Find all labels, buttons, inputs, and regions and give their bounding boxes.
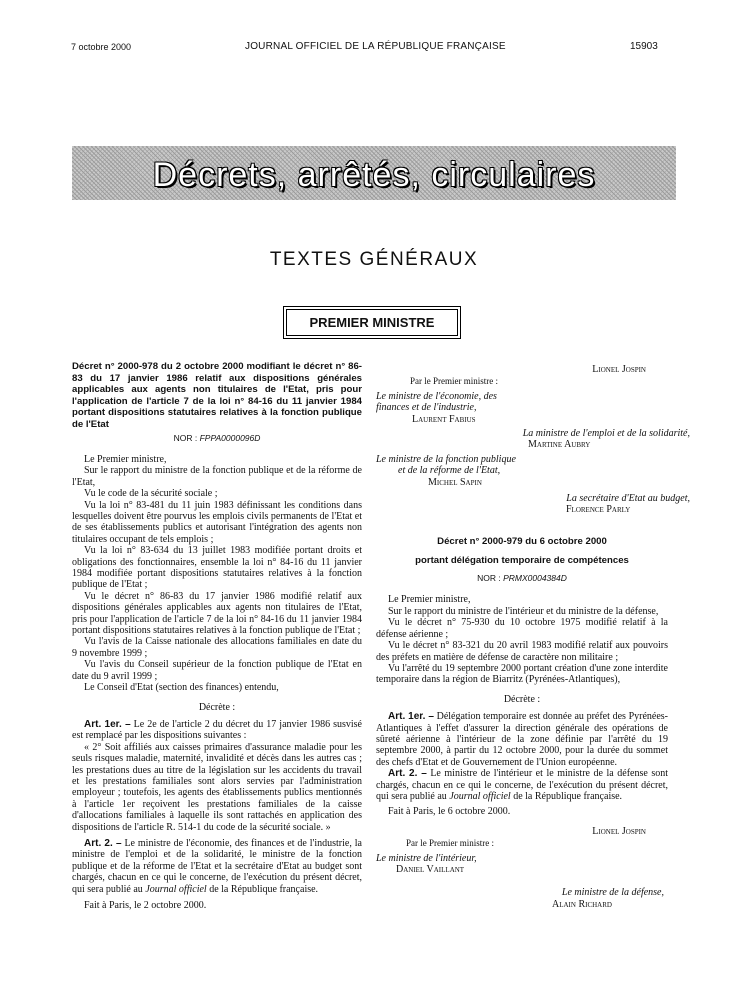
- preamble-line: Vu l'avis du Conseil supérieur de la fonction publique de l'Etat en date du 9 avril 1999 ;: [72, 659, 362, 682]
- article-text: Le 2e de l'article 2 du décret du 17 janvier 1986 susvisé est remplacé par les dispositions suivantes :: [72, 718, 362, 742]
- decree2-title-2: portant délégation temporaire de compétences: [415, 555, 629, 567]
- sig-title: Le ministre de la défense,: [561, 887, 664, 899]
- sig-min-eco-name: Laurent Fabius: [412, 413, 476, 425]
- preamble-line: Vu le décret n° 83-321 du 20 avril 1983 modifié relatif aux pouvoirs des préfets en matière de défense de caractère non militaire ;: [376, 640, 668, 663]
- decrete-label: Décrète :: [503, 693, 541, 705]
- preamble-line: Le Premier ministre,: [84, 453, 167, 465]
- sig-by-pm: Par le Premier ministre :: [406, 838, 494, 849]
- article-text: de la République française.: [209, 883, 319, 895]
- header-date: 7 octobre 2000: [71, 42, 132, 52]
- article-label: Art. 1er. –: [388, 711, 434, 723]
- sig-min-int-title: [376, 853, 668, 864]
- nor-label: NOR :: [477, 573, 501, 584]
- article-label: Art. 2. –: [84, 837, 122, 849]
- sig-title: Le ministre de la fonction publique: [376, 453, 516, 465]
- sig-min-emploi-name: Martine Aubry: [528, 439, 591, 451]
- journal-officiel-ref: Journal officiel: [145, 883, 207, 895]
- left-column: [72, 361, 362, 911]
- article-1-quote: « 2° Soit affiliés aux caisses primaires d'assurance maladie pour les seuls risques maladie, maternité, invalidité et décès dans les autres cas ; les prestations dues au titre de la législation sur les accidents du travail et les prestations familiales sont alors servies par l'administration employeur ; toutefois, les agents des établissements publics mentionnés à l'article 1er reçoivent les prestations familiales de la caisse d'allocations familiales à laquelle ils sont rattachés en application des dispositions de l'article R. 514-1 du code de la sécurité sociale. »: [72, 741, 362, 833]
- article-text: Le ministre de l'économie, des finances et de l'industrie, la ministre de l'emploi et de la solidarité, le ministre de la fonction publique et de la réforme de l'Etat et la secrétaire d'Etat au budget sont chargés, chacun en ce qui le concerne, de l'exécution du présent décret, qui sera publié au: [72, 837, 362, 895]
- decree2-done: Fait à Paris, le 6 octobre 2000.: [388, 806, 511, 818]
- preamble-line: Sur le rapport du ministre de l'intérieur et du ministre de la défense,: [388, 605, 659, 617]
- preamble-line: Vu le décret n° 86-83 du 17 janvier 1986 modifié relatif aux dispositions générales applicables aux agents non titulaires de l'Etat, pris pour l'application de l'article 7 de la loi n° 84-16 du 11 janvier 1984 portant dispositions statutaires relatives à la fonction publique de l'Etat ;: [72, 590, 362, 637]
- header-journal-title: JOURNAL OFFICIEL DE LA RÉPUBLIQUE FRANÇAISE: [245, 41, 506, 52]
- section-banner: [72, 146, 676, 200]
- decrete-label: Décrète :: [198, 701, 236, 713]
- sig-pm-name: Lionel Jospin: [592, 364, 646, 375]
- decree1-done: Fait à Paris, le 2 octobre 2000.: [84, 900, 207, 911]
- ministry-box: PREMIER MINISTRE: [286, 309, 458, 336]
- preamble-line: Vu la loi n° 83-481 du 11 juin 1983 définissant les conditions dans lesquelles doivent être pourvus les emplois civils permanents de l'Etat et de ses établissements publics et autorisant l'intégration des agents non titulaires occupant de tels emplois ;: [72, 499, 362, 545]
- sig-title: Le ministre de l'intérieur,: [376, 852, 477, 864]
- article-1: [376, 711, 668, 768]
- article-2: [72, 838, 362, 895]
- sig-sec-budget-name: Florence Parly: [566, 504, 631, 516]
- sig-min-def-name: Alain Richard: [552, 898, 612, 910]
- sig-sec-budget-title: [376, 493, 690, 504]
- article-label: Art. 2. –: [388, 768, 427, 780]
- sig-min-emploi-title: [376, 428, 690, 439]
- sig-min-fp-name: Michel Sapin: [428, 476, 482, 488]
- right-column: [376, 364, 690, 910]
- preamble-line: Vu le décret n° 75-930 du 10 octobre 1975 modifié relatif à la défense aérienne ;: [376, 617, 668, 640]
- preamble-line: Le Premier ministre,: [388, 594, 471, 606]
- section-title: TEXTES GÉNÉRAUX: [269, 249, 479, 270]
- preamble-line: Le Conseil d'Etat (section des finances) entendu,: [84, 682, 279, 694]
- preamble-line: Vu l'arrêté du 19 septembre 2000 portant création d'une zone interdite temporaire dans la région de Biarritz (Pyrénées-Atlantiques),: [376, 662, 668, 686]
- decree2-title-1: Décret n° 2000-979 du 6 octobre 2000: [437, 535, 607, 547]
- sig-min-def-title: [376, 887, 664, 898]
- decree2-nor: [376, 573, 668, 584]
- sig-title: La secrétaire d'Etat au budget,: [566, 493, 690, 505]
- preamble-line: Vu l'avis de la Caisse nationale des allocations familiales en date du 9 novembre 1999 ;: [72, 636, 362, 659]
- sig-title: et de la réforme de l'Etat,: [398, 465, 501, 477]
- sig-title: Le ministre de l'économie, des finances et de l'industrie,: [376, 390, 497, 414]
- sig-by-pm: Par le Premier ministre :: [410, 376, 498, 387]
- decree1-nor: [72, 433, 362, 444]
- sig-min-eco-title: [376, 391, 526, 414]
- header-page-number: 15903: [630, 41, 658, 52]
- preamble-line: Vu la loi n° 83-634 du 13 juillet 1983 modifiée portant droits et obligations des fonctionnaires, ensemble la loi n° 84-16 du 11 janvier 1984 modifiée portant dispositions statutaires relatives à la fonction publique de l'Etat ;: [72, 545, 362, 591]
- article-text: de la République française.: [513, 790, 623, 802]
- nor-label: NOR :: [173, 432, 198, 443]
- nor-code: FPPA0000096D: [199, 432, 261, 443]
- article-2: [376, 768, 668, 802]
- sig-min-fp-title: [376, 454, 668, 465]
- article-label: Art. 1er. –: [84, 718, 131, 730]
- banner-title: Décrets, arrêtés, circulaires: [152, 156, 596, 194]
- nor-code: PRMX0004384D: [503, 573, 567, 584]
- sig-title: La ministre de l'emploi et de la solidarité,: [522, 428, 690, 440]
- sig-min-int-name: Daniel Vaillant: [396, 864, 465, 875]
- journal-officiel-ref: Journal officiel: [449, 790, 511, 802]
- sig-min-fp-title-2: [398, 465, 668, 476]
- article-1: [72, 719, 362, 742]
- article-text: Délégation temporaire est donnée au préfet des Pyrénées-Atlantiques à l'effet d'assurer la direction générale des opérations de sûreté aérienne à l'intérieur de la zone définie par l'arrêté du 19 septembre 2000, à partir du 12 octobre 2000, pour la durée du sommet des chefs d'Etat et de Gouvernement de l'Union européenne.: [376, 711, 668, 768]
- article-text: Le ministre de l'intérieur et le ministre de la défense sont chargés, chacun en ce qui le concerne, de l'exécution du présent décret, qui sera publié au: [376, 768, 669, 802]
- preamble-line: Sur le rapport du ministre de la fonction publique et de la réforme de l'Etat,: [72, 465, 362, 488]
- sig-pm-name: Lionel Jospin: [592, 825, 646, 837]
- preamble-line: Vu le code de la sécurité sociale ;: [84, 488, 218, 500]
- decree1-title: Décret n° 2000-978 du 2 octobre 2000 modifiant le décret n° 86-83 du 17 janvier 1986 relatif aux dispositions générales applicables aux agents non titulaires de l'Etat, pris pour l'application de l'article 7 de la loi n° 84-16 du 11 janvier 1984 portant dispositions statutaires relatives à la fonction publique de l'Etat: [72, 361, 362, 430]
